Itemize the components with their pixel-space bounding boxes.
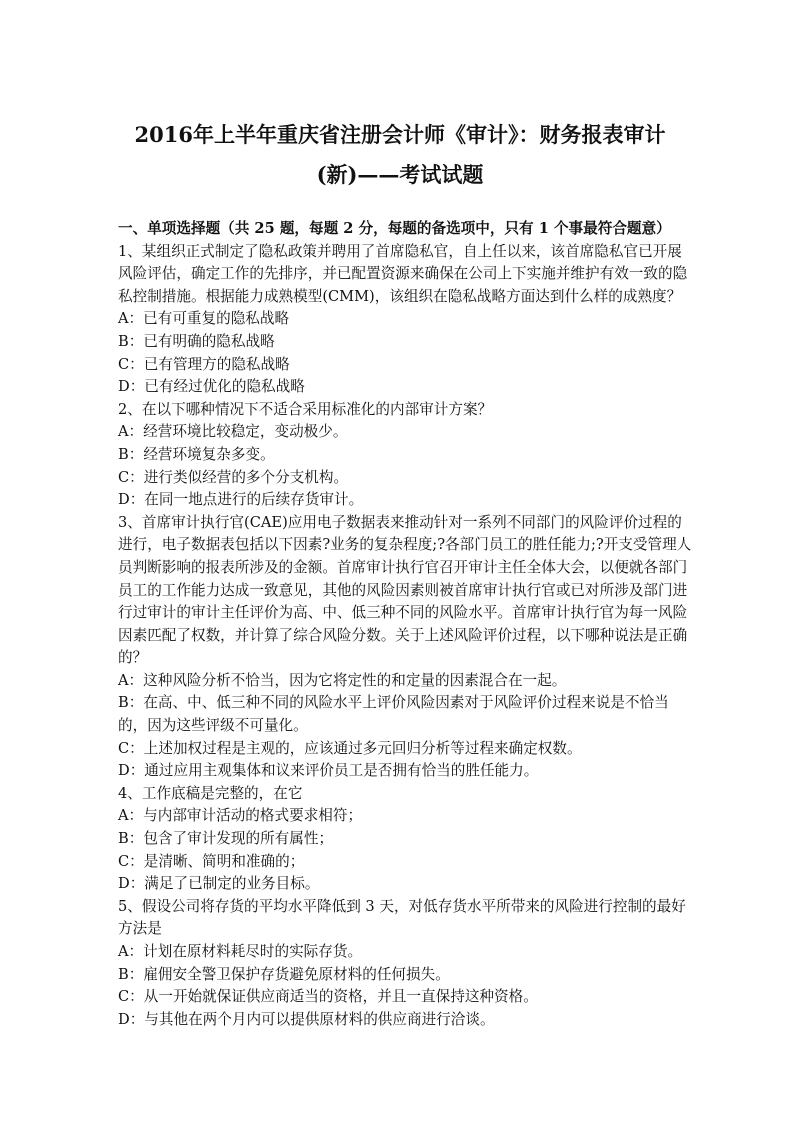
option-d: D：在同一地点进行的后续存货审计。 <box>118 491 364 509</box>
question-stem: 4、工作底稿是完整的，在它 <box>118 784 303 802</box>
document-title-line-1: 2016年上半年重庆省注册会计师《审计》：财务报表审计 <box>134 122 666 147</box>
option-b: B：经营环境复杂多变。 <box>118 445 275 463</box>
option-d: D：通过应用主观集体和议来评价员工是否拥有恰当的胜任能力。 <box>118 762 539 780</box>
option-b: B：雇佣安全警卫保护存货避免原材料的任何损失。 <box>118 965 450 983</box>
option-d: D：满足了已制定的业务目标。 <box>118 875 320 893</box>
question-3 <box>118 512 692 783</box>
question-2 <box>118 399 692 512</box>
question-stem: 5、假设公司将存货的平均水平降低到 3 天，对低存货水平所带来的风险进行控制的最好方法是 <box>118 897 686 938</box>
option-c: C：上述加权过程是主观的，应该通过多元回归分析等过程来确定权数。 <box>118 739 582 757</box>
option-b: B：在高、中、低三种不同的风险水平上评价风险因素对于风险评价过程来说是不恰当的，因为这些评级不可量化。 <box>118 694 669 735</box>
document-body <box>118 218 692 1031</box>
question-stem: 1、某组织正式制定了隐私政策并聘用了首席隐私官，自上任以来，该首席隐私官已开展风险评估，确定工作的先排序，并已配置资源来确保在公司上下实施并维护有效一致的隐私控制措施。根据能力成熟模型(CMM)，该组织在隐私战略方面达到什么样的成熟度？ <box>118 242 688 305</box>
option-a: A：计划在原材料耗尽时的实际存货。 <box>118 943 363 960</box>
option-a: A：与内部审计活动的格式要求相符； <box>118 807 363 825</box>
option-a: A：经营环境比较稳定，变动极少。 <box>118 423 348 441</box>
document-title-line-2: (新)——考试试题 <box>316 162 484 187</box>
section-heading: 一、单项选择题（共 25 题，每题 2 分，每题的备选项中，只有 1 个事最符合题意） <box>118 220 671 237</box>
question-stem: 3、首席审计执行官(CAE)应用电子数据表来推动针对一系列不同部门的风险评价过程的进行，电子数据表包括以下因素?业务的复杂程度;?各部门员工的胜任能力;?开支受管理人员判断影响的报表所涉及的金额。首席审计执行官召开审计主任全体大会，以便就各部门员工的工作能力达成一致意见，其他的风险因素则被首席审计执行官或已对所涉及部门进行过审计的审计主任评价为高、中、低三种不同的风险水平。首席审计执行官为每一风险因素匹配了权数，并计算了综合风险分数。关于上述风险评价过程，以下哪种说法是正确的？ <box>118 513 692 667</box>
option-a: A：这种风险分析不恰当，因为它将定性的和定量的因素混合在一起。 <box>118 671 567 689</box>
question-1 <box>118 241 692 399</box>
option-d: D：已有经过优化的隐私战略 <box>118 378 305 396</box>
option-c: C：从一开始就保证供应商适当的资格，并且一直保持这种资格。 <box>118 988 538 1006</box>
option-c: C：进行类似经营的多个分支机构。 <box>118 468 349 486</box>
option-d: D：与其他在两个月内可以提供原材料的供应商进行洽谈。 <box>118 1010 495 1028</box>
question-5 <box>118 896 692 1032</box>
question-stem: 2、在以下哪种情况下不适合采用标准化的内部审计方案？ <box>118 400 493 418</box>
option-b: B：已有明确的隐私战略 <box>118 332 275 350</box>
option-c: C：已有管理方的隐私战略 <box>118 355 290 373</box>
question-4 <box>118 783 692 896</box>
option-b: B：包含了审计发现的所有属性； <box>118 830 334 848</box>
option-c: C：是清晰、简明和准确的； <box>118 852 305 870</box>
option-a: A：已有可重复的隐私战略 <box>118 310 290 328</box>
